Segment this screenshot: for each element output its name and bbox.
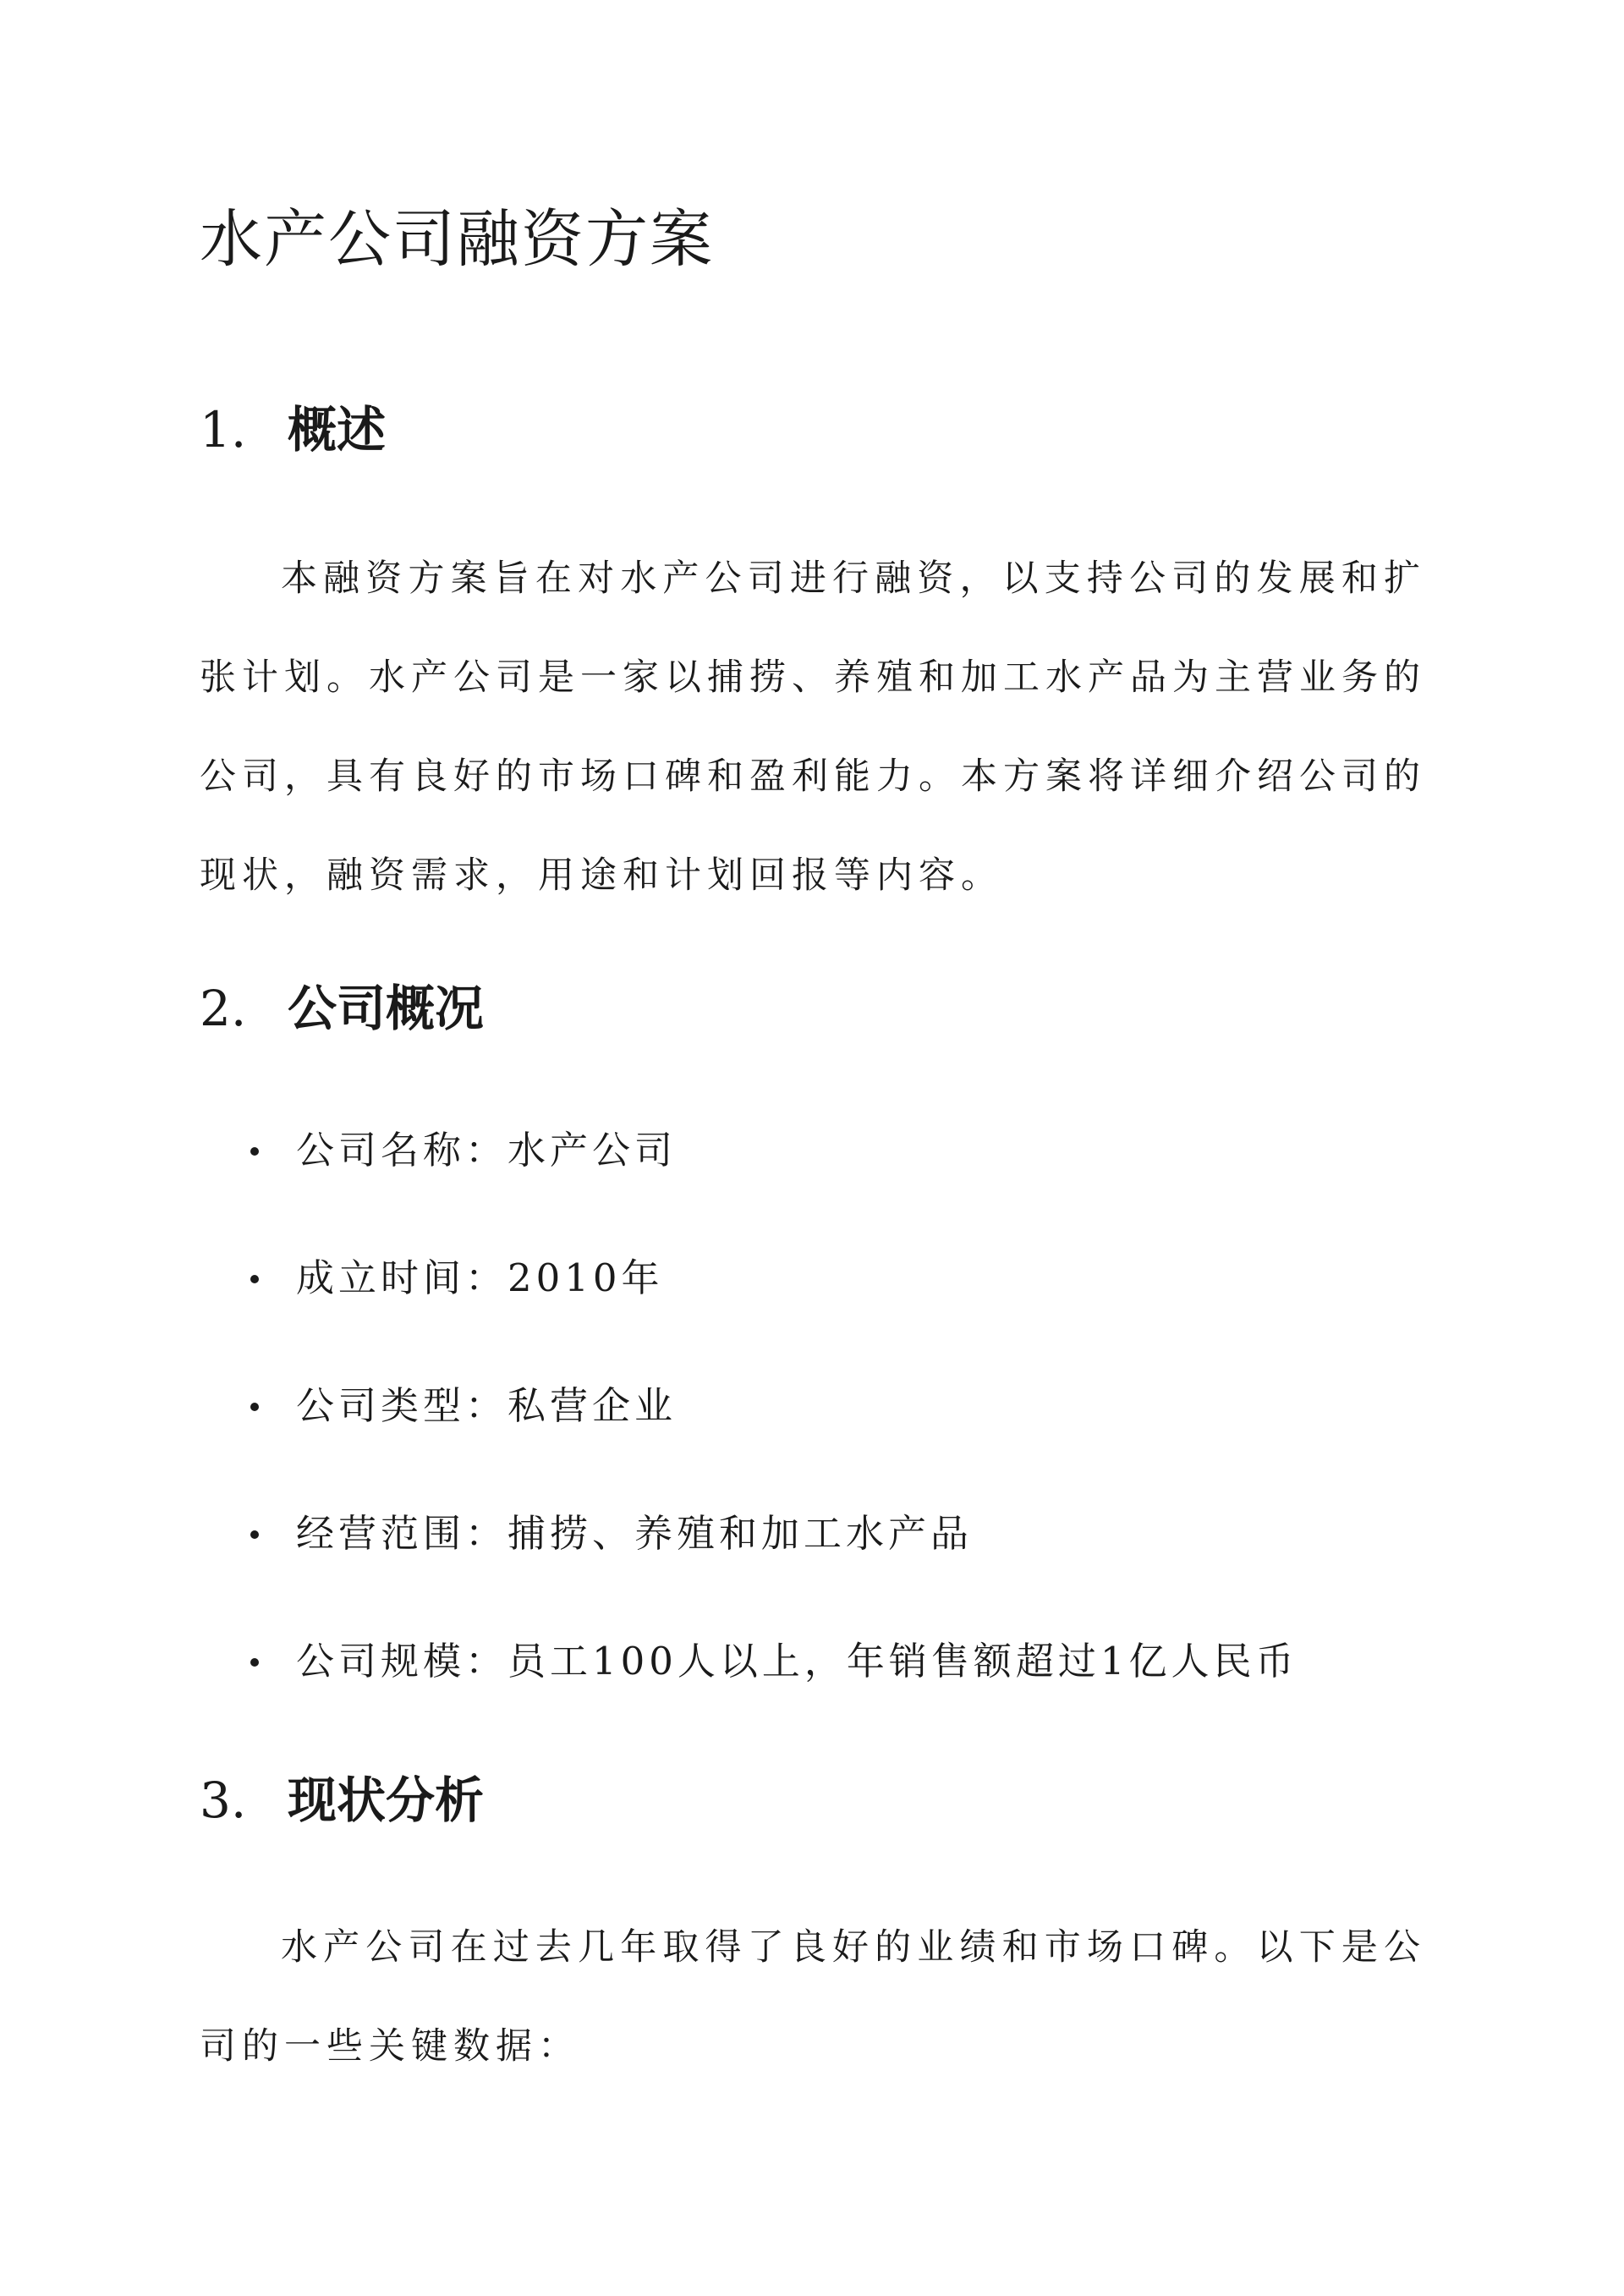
- bullet-icon: [250, 1403, 259, 1411]
- section-number: 1.: [200, 401, 247, 459]
- section-number: 3.: [200, 1771, 247, 1829]
- bullet-icon: [250, 1147, 259, 1156]
- company-profile-list: [200, 1108, 1298, 1747]
- section-number: 2.: [200, 980, 247, 1037]
- overview-paragraph: 本融资方案旨在对水产公司进行融资，以支持公司的发展和扩张计划。水产公司是一家以捕捞、养殖和加工水产品为主营业务的公司，具有良好的市场口碑和盈利能力。本方案将详细介绍公司的现状，融资需求，用途和计划回报等内容。: [200, 558, 1426, 897]
- list-item: [200, 1108, 1298, 1236]
- section-heading-status-analysis: [200, 1766, 484, 1834]
- status-analysis-paragraph: 水产公司在过去几年取得了良好的业绩和市场口碑。以下是公司的一些关键数据：: [200, 1926, 1426, 2068]
- list-item: [200, 1619, 1298, 1747]
- section-title: 公司概况: [288, 980, 485, 1037]
- list-item-text: 成立时间：2010年: [296, 1255, 664, 1300]
- list-item-text: 公司名称：水产公司: [296, 1128, 678, 1173]
- list-item: [200, 1364, 1298, 1491]
- list-item-text: 公司规模：员工100人以上，年销售额超过1亿人民币: [296, 1639, 1298, 1684]
- section-heading-overview: [200, 396, 386, 464]
- list-item: [200, 1236, 1298, 1364]
- section-title: 现状分析: [288, 1771, 485, 1829]
- list-item-text: 经营范围：捕捞、养殖和加工水产品: [296, 1511, 974, 1556]
- bullet-icon: [250, 1275, 259, 1283]
- list-item-text: 公司类型：私营企业: [296, 1383, 678, 1428]
- section-title: 概述: [288, 401, 387, 459]
- section-heading-company-profile: [200, 975, 484, 1042]
- list-item: [200, 1491, 1298, 1619]
- bullet-icon: [250, 1658, 259, 1667]
- document-title: 水产公司融资方案: [200, 203, 714, 276]
- bullet-icon: [250, 1530, 259, 1539]
